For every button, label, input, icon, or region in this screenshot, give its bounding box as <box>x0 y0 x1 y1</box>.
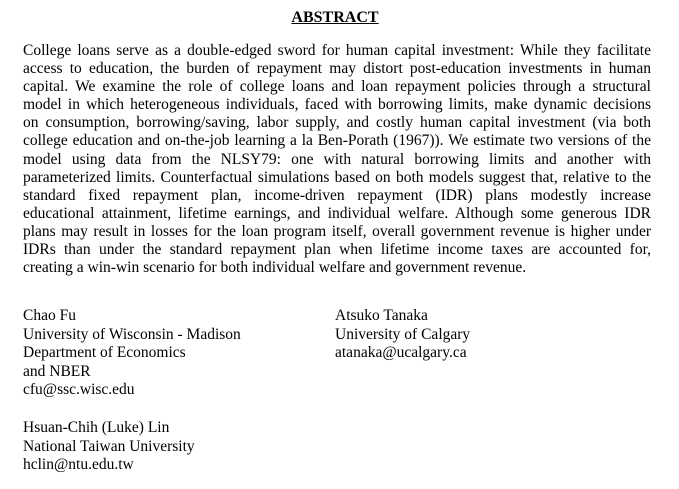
author-email: hclin@ntu.edu.tw <box>23 456 134 473</box>
author-email: atanaka@ucalgary.ca <box>335 344 467 361</box>
abstract-line: standard fixed repayment plan, income-driven repayment (IDR) plans modestly increase <box>23 186 651 204</box>
abstract-line: creating a win-win scenario for both individual welfare and government revenue. <box>23 259 527 277</box>
abstract-line: College loans serve as a double-edged sword for human capital investment: While they facilitate <box>23 42 651 59</box>
author-affiliation: Department of Economics <box>23 344 186 361</box>
author-affiliation: National Taiwan University <box>23 437 195 455</box>
author-name: Atsuko Tanaka <box>335 307 428 324</box>
author-email: cfu@ssc.wisc.edu <box>23 381 135 398</box>
abstract-text <box>23 42 651 277</box>
abstract-line: model using data from the NLSY79: one with natural borrowing limits and another with <box>23 150 651 168</box>
abstract-line: parameterized limits. Counterfactual simulations based on both models suggest that, relative to the <box>23 168 651 186</box>
abstract-line: IDRs than under the standard repayment plan when lifetime income taxes are accounted for, <box>23 241 651 259</box>
author-name: Chao Fu <box>23 307 76 324</box>
author-block-lin <box>23 419 195 475</box>
abstract-line: access to education, the burden of repayment may distort post-education investments in human <box>23 60 651 78</box>
abstract-line: capital. We examine the role of college loans and loan repayment policies through a structural <box>23 78 651 96</box>
author-affiliation: University of Wisconsin - Madison <box>23 325 241 343</box>
abstract-line: plans may result in losses for the loan program itself, overall government revenue is higher under <box>23 222 651 240</box>
abstract-heading: ABSTRACT <box>291 9 379 26</box>
abstract-line: educational attainment, lifetime earnings, and individual welfare. Although some generous IDR <box>23 204 651 222</box>
abstract-line: model in which heterogeneous individuals, faced with borrowing limits, make dynamic decisions <box>23 96 651 114</box>
abstract-line: college education and on-the-job learning a la Ben-Porath (1967)). We estimate two versions of the <box>23 132 651 150</box>
abstract-line: on consumption, borrowing/saving, labor supply, and costly human capital investment (via both <box>23 114 651 132</box>
author-affiliation: and NBER <box>23 362 91 380</box>
author-affiliation: University of Calgary <box>335 325 471 343</box>
author-name: Hsuan-Chih (Luke) Lin <box>23 419 170 436</box>
author-block-tanaka <box>335 307 470 363</box>
author-block-fu <box>23 307 241 400</box>
